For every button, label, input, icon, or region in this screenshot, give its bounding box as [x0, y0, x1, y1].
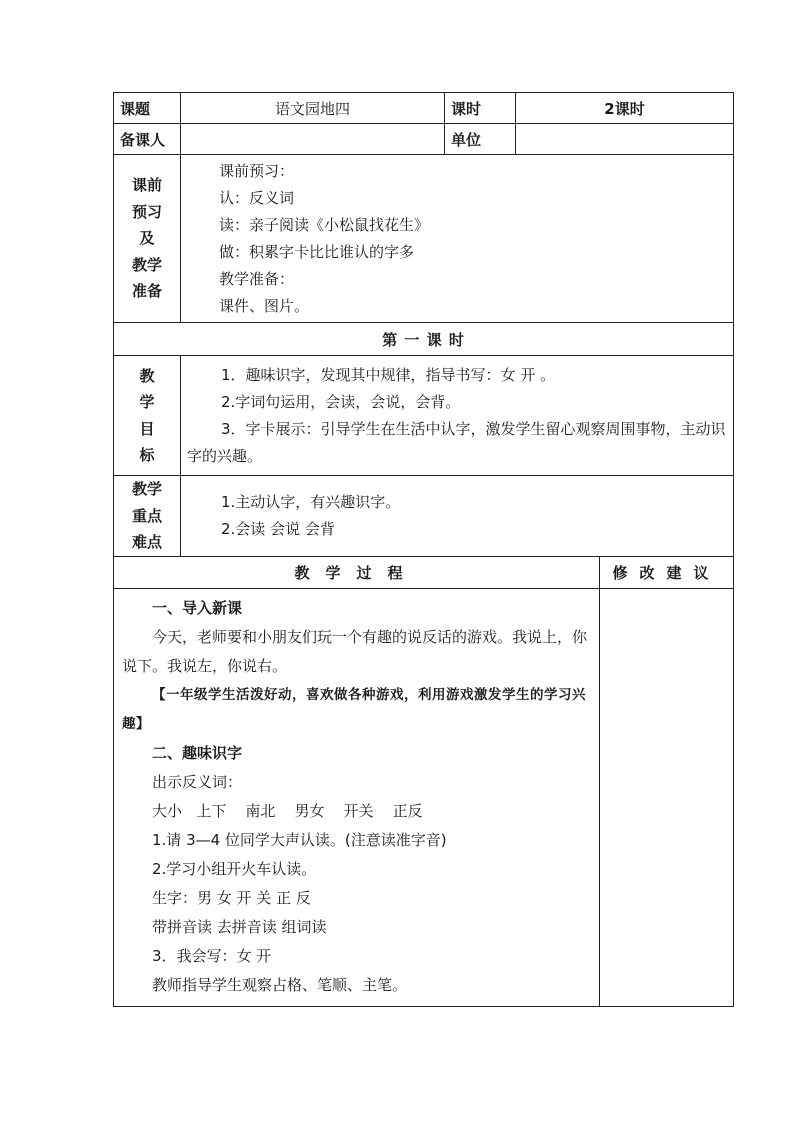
key-points-label [114, 476, 181, 557]
topic-value: 语文园地四 [181, 93, 445, 124]
process-title-cell [114, 556, 600, 588]
intro-paragraph: 今天，老师要和小朋友们玩一个有趣的说反话的游戏。我说上，你说下。我说左，你说右。 [122, 627, 588, 675]
process-row [114, 588, 734, 1006]
section-heading: 一、导入新课 [152, 598, 243, 617]
process-title: 教学过程 [294, 563, 419, 582]
process-header-row [114, 556, 734, 588]
goals-label [114, 356, 181, 476]
goals-label-line: 目 [139, 419, 155, 438]
prep-line: 课件、图片。 [219, 297, 310, 315]
goals-label-line: 学 [139, 393, 155, 411]
unit-value [516, 124, 734, 155]
goal-line: 2.字词句运用，会读，会说，会背。 [221, 392, 461, 411]
prep-label-line: 及 [139, 229, 155, 248]
suggestion-cell [600, 588, 734, 1006]
antonym-list: 大小 上下 南北 男女 开关 正反 [152, 801, 423, 820]
hours-value: 2课时 [516, 93, 734, 124]
process-line: 出示反义词： [152, 772, 243, 791]
prep-label-line: 课前 [131, 176, 162, 195]
goals-content [181, 356, 734, 476]
prep-line: 做：积累字卡比比谁认的字多 [219, 243, 415, 261]
prep-line: 教学准备： [219, 270, 295, 288]
key-point-line: 1.主动认字，有兴趣识字。 [221, 492, 401, 511]
prep-row [114, 155, 734, 323]
process-line: 3．我会写：女 开 [152, 946, 272, 965]
preparer-label: 备课人 [114, 124, 181, 155]
goal-line: 3．字卡展示：引导学生在生活中认字，激发学生留心观察周围事物，主动识字的兴趣。 [187, 419, 726, 465]
key-point-line: 2.会读 会说 会背 [221, 519, 335, 538]
lesson-title: 第 一 课 时 [114, 323, 734, 356]
goal-line: 1．趣味识字，发现其中规律，指导书写：女 开 。 [221, 365, 556, 384]
section-heading: 二、趣味识字 [152, 743, 243, 762]
lesson-title-row [114, 323, 734, 356]
prep-label [114, 155, 181, 323]
suggest-title: 修改建议 [612, 563, 721, 582]
goals-row [114, 356, 734, 476]
key-points-content [181, 476, 734, 557]
prep-line: 读：亲子阅读《小松鼠找花生》 [219, 216, 430, 234]
goals-label-line: 标 [139, 446, 155, 464]
unit-label: 单位 [445, 124, 516, 155]
lesson-plan-table [113, 92, 734, 1007]
lesson-plan-document [113, 92, 733, 1007]
topic-row [114, 93, 734, 124]
prep-label-line: 准备 [131, 282, 162, 301]
process-line: 2.学习小组开火车认读。 [152, 859, 317, 878]
key-points-label-line: 难点 [131, 533, 162, 551]
prep-label-line: 预习 [131, 202, 162, 221]
teaching-note: 【一年级学生活泼好动，喜欢做各种游戏，利用游戏激发学生的学习兴趣】 [122, 686, 586, 732]
preparer-value [181, 124, 445, 155]
process-line: 教师指导学生观察占格、笔顺、主笔。 [152, 975, 408, 994]
key-points-label-line: 教学 [131, 480, 162, 498]
key-points-label-line: 重点 [131, 506, 162, 525]
prep-content [181, 155, 734, 323]
suggest-title-cell [600, 556, 734, 588]
prep-line: 认：反义词 [219, 189, 295, 207]
topic-label: 课题 [114, 93, 181, 124]
goals-label-line: 教 [139, 366, 155, 385]
hours-label: 课时 [445, 93, 516, 124]
process-line: 1.请 3—4 位同学大声认读。(注意读准字音) [152, 830, 447, 849]
prep-line: 课前预习： [219, 162, 295, 180]
process-content [114, 588, 600, 1006]
process-line: 带拼音读 去拼音读 组词读 [152, 917, 327, 936]
prep-label-line: 教学 [131, 255, 162, 274]
preparer-row [114, 124, 734, 155]
key-points-row [114, 476, 734, 557]
process-line: 生字：男 女 开 关 正 反 [152, 888, 311, 907]
